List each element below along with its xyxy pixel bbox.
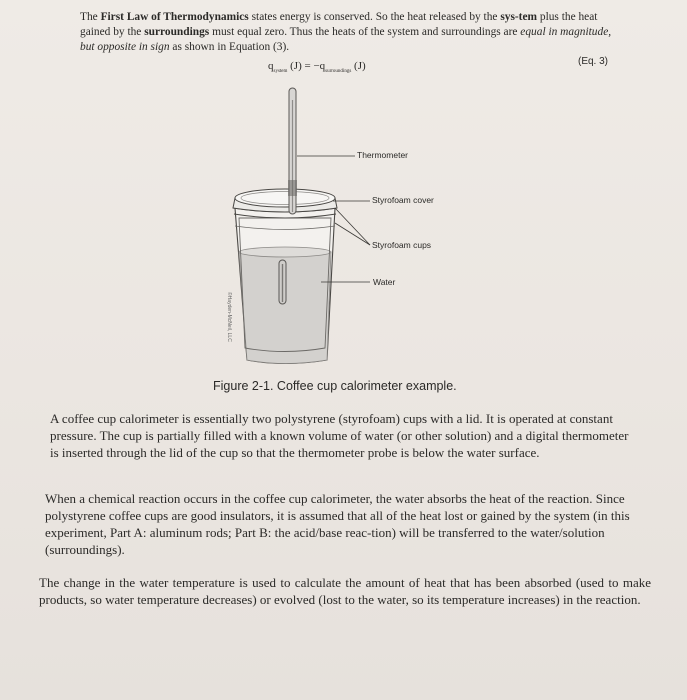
label-thermometer: Thermometer xyxy=(357,150,409,160)
paragraph-calorimeter: A coffee cup calorimeter is essentially two polystyrene (styrofoam) cups with a lid. It is operated at constant pressure. The cup is partially filled with a known volume of water (or other solution) and a digital thermometer is inserted through the lid of the cup so that the thermometer probe is below the water surface. xyxy=(50,411,629,460)
paragraph-reaction: When a chemical reaction occurs in the coffee cup calorimeter, the water absorbs the heat of the reaction. Since polystyrene coffee cups are good insulators, it is assumed that all of the heat lost or gained by the system (in this experiment, Part A: aluminum rods; Part B: the acid/base reac-tion) will be transferred to the water/solution (surroundings). xyxy=(45,491,630,557)
copyright-notice: ©Hayden-McNeil, LLC xyxy=(226,292,232,342)
eq-middle: (J) = −q xyxy=(290,60,326,72)
intro-term-first-law: First Law of Thermodynamics xyxy=(100,11,249,23)
intro-paragraph xyxy=(80,10,620,55)
intro-text-4: must equal zero. Thus the heats of the system and surroundings are xyxy=(209,26,521,38)
equation-3 xyxy=(268,60,366,74)
intro-emphasis: equal in magnitude, but opposite in sign xyxy=(80,26,612,53)
intro-term-system: sys-tem xyxy=(500,11,538,23)
eq-subscript-surroundings: surroundings xyxy=(325,69,352,75)
intro-text-5: as shown in Equation (3). xyxy=(169,41,290,53)
eq-q-system: q xyxy=(268,60,274,72)
label-styrofoam-cups: Styrofoam cups xyxy=(372,240,432,250)
eq-subscript-system: system xyxy=(273,69,288,75)
paragraph-temperature-change: The change in the water temperature is used to calculate the amount of heat that has been absorbed (used to make products, so water temperature decreases) or evolved (lost to the water, so its temperature increases) in the reaction. xyxy=(39,575,651,607)
label-styrofoam-cover: Styrofoam cover xyxy=(372,195,434,205)
label-water: Water xyxy=(373,277,396,287)
intro-text-2: states energy is conserved. So the heat released by the xyxy=(248,11,501,23)
intro-text-1: The xyxy=(80,11,101,23)
intro-text-3: plus the heat gained by the xyxy=(80,11,598,38)
intro-term-surroundings: surroundings xyxy=(144,26,210,38)
equation-number: (Eq. 3) xyxy=(578,56,609,67)
figure-caption: Figure 2-1. Coffee cup calorimeter example. xyxy=(213,379,457,393)
water-surface xyxy=(239,247,331,257)
calorimeter-diagram xyxy=(225,80,465,370)
eq-unit-right: (J) xyxy=(354,60,366,72)
